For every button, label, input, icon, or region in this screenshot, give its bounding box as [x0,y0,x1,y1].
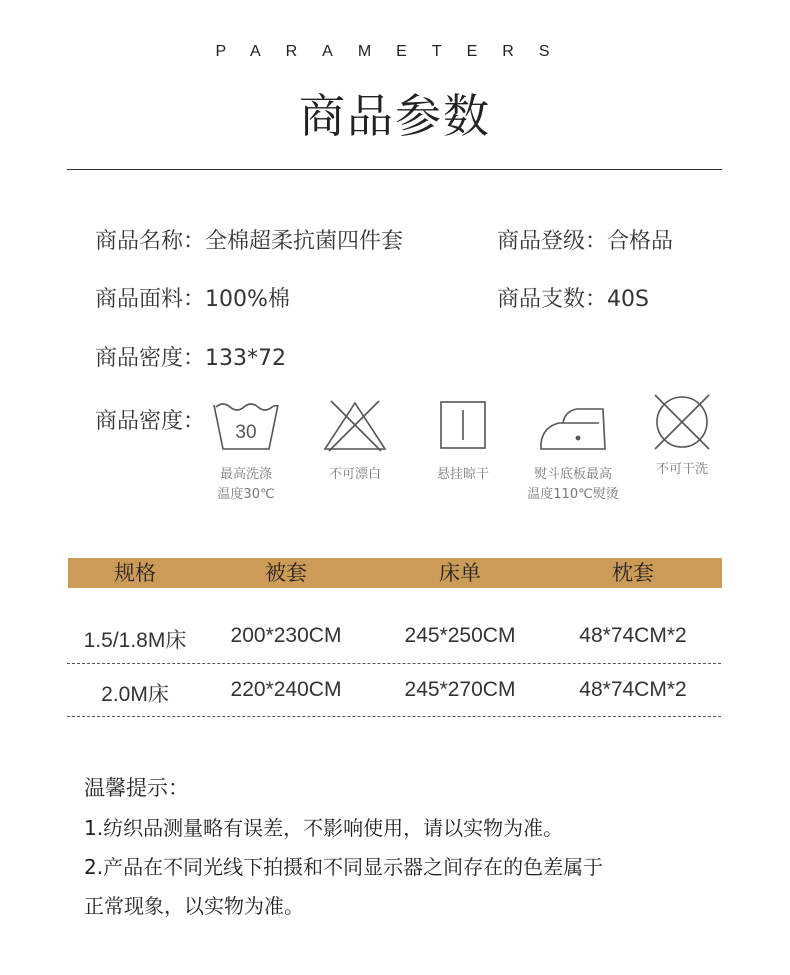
care-wash-text: 最高洗涤 温度30℃ [217,467,275,502]
table-cell: 48*74CM*2 [579,624,687,647]
title-divider [67,169,722,170]
table-header [68,558,722,588]
care-no-dry-clean-text: 不可干洗 [655,462,708,477]
notes-line-2: 2.产品在不同光线下拍摄和不同显示器之间存在的色差属于 [84,855,604,879]
wash-temp-text: 30 [235,422,257,443]
table-row-divider [67,663,721,664]
param-name-label: 商品名称： [95,229,206,254]
table-cell: 220*240CM [230,678,342,701]
table-cell: 245*270CM [404,678,516,701]
param-name [95,224,403,255]
param-count [497,282,649,313]
care-iron-text: 熨斗底板最高 温度110℃熨烫 [527,467,619,502]
hang-dry-icon [423,397,503,457]
table-header-duvet: 被套 [265,561,307,585]
param-grade [497,224,673,255]
table-cell: 2.0M床 [101,683,169,706]
care-item-iron [523,397,623,505]
no-dry-clean-icon [642,392,722,452]
param-name-value: 全棉超柔抗菌四件套 [205,229,404,254]
param-material-value: 100%棉 [205,287,290,312]
param-density [95,341,286,372]
care-no-bleach-text: 不可漂白 [328,467,381,482]
page-title: 商品参数 [299,89,491,143]
care-item-no-dry-clean [632,392,732,480]
table-header-spec: 规格 [114,561,156,585]
no-bleach-icon [315,397,395,457]
param-material [95,282,290,313]
notes-title: 温馨提示： [84,776,189,800]
param-material-label: 商品面料： [95,287,206,312]
param-grade-value: 合格品 [607,229,674,254]
care-item-wash [196,397,296,505]
care-item-hang-dry [413,397,513,485]
wash-30-icon [206,397,286,457]
param-density-value: 133*72 [205,346,287,371]
iron-icon [533,397,613,457]
table-cell: 1.5/1.8M床 [83,629,187,652]
notes-line-3: 正常现象，以实物为准。 [84,894,304,918]
care-item-no-bleach [305,397,405,485]
care-label: 商品密度： [95,409,206,434]
care-hang-dry-text: 悬挂晾干 [436,467,489,482]
table-row-divider [67,716,721,717]
table-cell: 245*250CM [404,624,516,647]
table-header-sheet: 床单 [439,561,481,585]
table-cell: 48*74CM*2 [579,678,687,701]
table-header-pillowcase: 枕套 [612,561,654,585]
notes-line-1: 1.纺织品测量略有误差，不影响使用，请以实物为准。 [84,816,564,840]
param-count-value: 40S [607,287,649,312]
table-cell: 200*230CM [230,624,342,647]
param-count-label: 商品支数： [497,287,608,312]
param-grade-label: 商品登级： [497,229,608,254]
section-eyebrow: PARAMETERS [215,43,575,60]
param-density-label: 商品密度： [95,346,206,371]
